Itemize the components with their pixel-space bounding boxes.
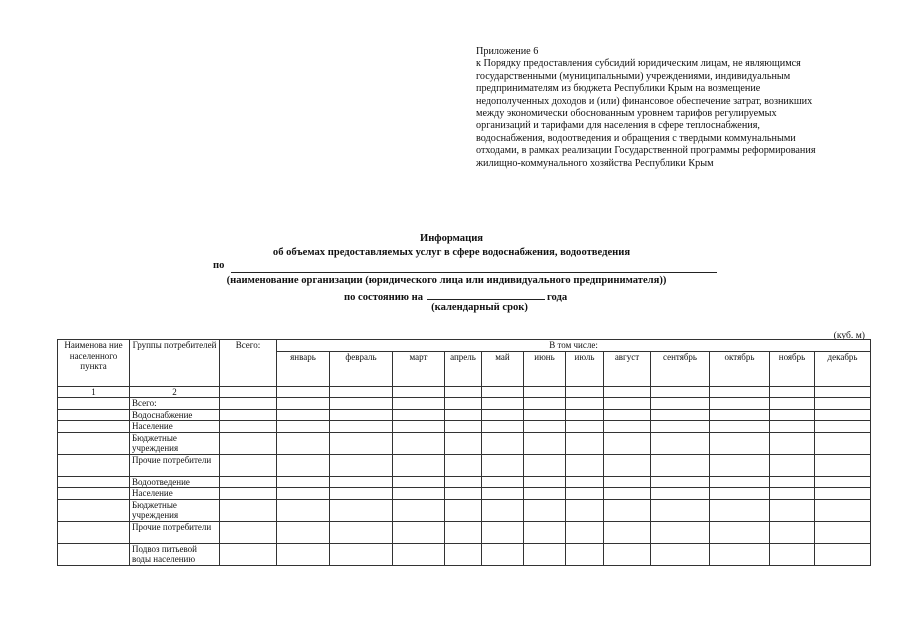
appendix-line: государственными (муниципальными) учреждениями, индивидуальным bbox=[476, 70, 791, 82]
po-label: по bbox=[213, 260, 225, 271]
table-row bbox=[58, 398, 871, 410]
table-row bbox=[58, 488, 871, 500]
appendix-block bbox=[476, 46, 886, 170]
table-row bbox=[58, 499, 871, 521]
month-header: октябрь bbox=[710, 351, 770, 386]
month-header: июнь bbox=[524, 351, 566, 386]
month-header: август bbox=[604, 351, 651, 386]
appendix-line: отходами, в рамках реализации Государственной программы реформирования bbox=[476, 145, 816, 157]
header-total: Всего: bbox=[220, 340, 277, 387]
appendix-line: недополученных доходов и (или) финансовое обеспечение затрат, возникших bbox=[476, 95, 813, 107]
state-date-line bbox=[344, 289, 567, 303]
row-label: Водоснабжение bbox=[130, 409, 220, 421]
appendix-line: предпринимателям из бюджета Республики Крым на возмещение bbox=[476, 83, 761, 95]
month-header: январь bbox=[277, 351, 330, 386]
row-label: Прочие потребители bbox=[130, 454, 220, 476]
table-row bbox=[58, 476, 871, 488]
organization-fill-line bbox=[231, 272, 717, 273]
state-prefix: по состоянию на bbox=[344, 292, 423, 303]
month-header: апрель bbox=[445, 351, 482, 386]
month-header: май bbox=[482, 351, 524, 386]
month-header: февраль bbox=[330, 351, 393, 386]
table-row bbox=[58, 432, 871, 454]
row-label: Водоотведение bbox=[130, 476, 220, 488]
table-row bbox=[58, 521, 871, 543]
document-title: Информация bbox=[419, 233, 484, 244]
numbering-row bbox=[58, 386, 871, 398]
row-label: Прочие потребители bbox=[130, 521, 220, 543]
table-row bbox=[58, 409, 871, 421]
table-row bbox=[58, 421, 871, 433]
appendix-line: организаций и тарифами для населения в сфере теплоснабжения, bbox=[476, 120, 760, 132]
organization-caption: (наименование организации (юридического лица или индивидуального предпринимателя)) bbox=[226, 275, 667, 286]
column-number: 2 bbox=[130, 386, 220, 398]
appendix-line: жилищно-коммунального хозяйства Республики Крым bbox=[476, 157, 714, 169]
month-header: июль bbox=[566, 351, 604, 386]
month-header: сентябрь bbox=[651, 351, 710, 386]
appendix-line: между экономически обоснованным уровнем тарифов регулируемых bbox=[476, 108, 777, 120]
appendix-line: Приложение 6 bbox=[476, 46, 539, 57]
state-suffix: года bbox=[547, 292, 568, 303]
row-label: Всего: bbox=[130, 398, 220, 410]
appendix-line: водоснабжения, водоотведения и обращения с твердыми коммунальными bbox=[476, 132, 796, 144]
volumes-table bbox=[57, 339, 871, 566]
date-fill-line bbox=[427, 289, 545, 300]
header-settlement: Наименова ние населенного пункта bbox=[58, 340, 130, 387]
header-including: В том числе: bbox=[277, 340, 871, 352]
row-label: Подвоз питьевой воды населению bbox=[130, 543, 220, 565]
column-number: 1 bbox=[58, 386, 130, 398]
month-header: март bbox=[393, 351, 445, 386]
month-header: декабрь bbox=[815, 351, 871, 386]
header-row bbox=[58, 340, 871, 352]
row-label: Население bbox=[130, 488, 220, 500]
document-subtitle: об объемах предоставляемых услуг в сфере водоснабжения, водоотведения bbox=[272, 247, 631, 258]
row-label: Бюджетные учреждения bbox=[130, 499, 220, 521]
month-header: ноябрь bbox=[770, 351, 815, 386]
table-row bbox=[58, 454, 871, 476]
row-label: Население bbox=[130, 421, 220, 433]
header-consumer-groups: Группы потребителей bbox=[130, 340, 220, 387]
row-label: Бюджетные учреждения bbox=[130, 432, 220, 454]
appendix-line: к Порядку предоставления субсидий юридическим лицам, не являющимся bbox=[476, 58, 801, 70]
unit-label: (куб. м) bbox=[833, 330, 865, 341]
table-row bbox=[58, 543, 871, 565]
date-caption: (календарный срок) bbox=[431, 302, 528, 313]
